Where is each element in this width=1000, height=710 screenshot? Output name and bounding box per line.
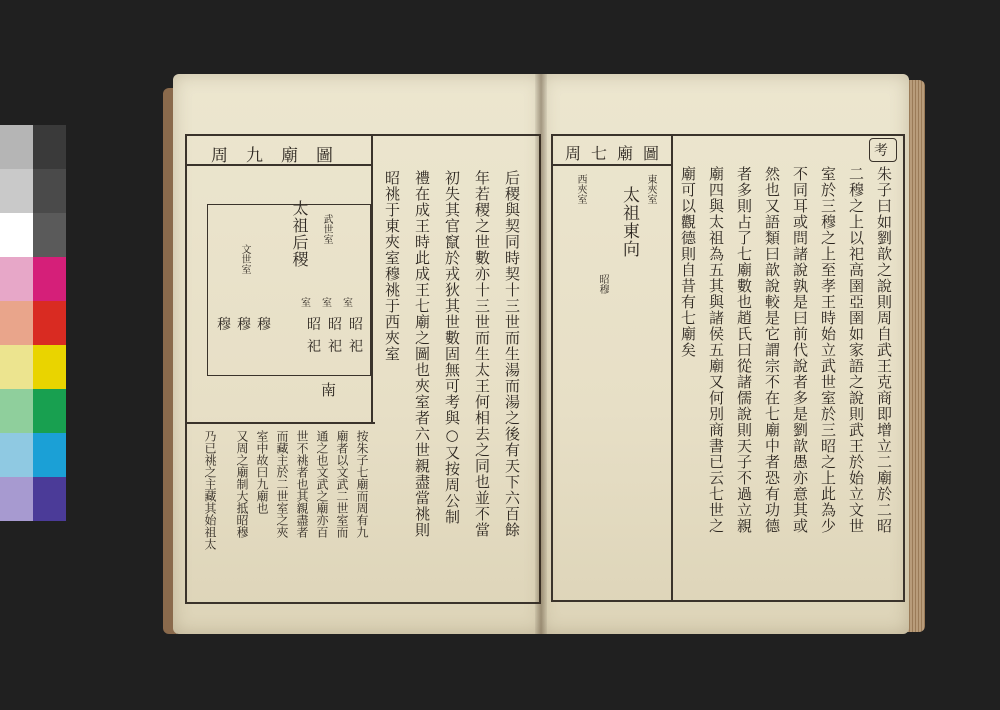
text-column: 然也又語類曰歆說較是它謂宗不在七廟中者恐有功德 — [763, 166, 781, 534]
text-column: 昭祧于東夾室穆祧于西夾室 — [383, 170, 401, 362]
color-calibration-strip — [0, 125, 66, 521]
text-column: 室於三穆之上至孝王時始立武世室於三昭之上此為少 — [819, 166, 837, 534]
note-column: 室中故曰九廟也 — [255, 430, 269, 514]
diagram-center-label: 太祖后稷 — [290, 200, 309, 268]
calibration-swatch — [33, 125, 66, 169]
calibration-swatch — [33, 389, 66, 433]
diagram-label-14: 室 — [322, 298, 332, 309]
title-rule — [551, 164, 673, 166]
diagram-label-11: 祀 — [328, 339, 342, 355]
diagram-label-6: 穆 — [217, 317, 231, 333]
calibration-swatch — [33, 301, 66, 345]
note-column: 乃已祧之主藏其始祖太 — [203, 430, 217, 550]
text-column: 朱子曰如劉歆之說則周自武王克商即增立二廟於二昭 — [875, 166, 893, 534]
diagram-label-3: 昭 — [349, 317, 363, 333]
calibration-swatch — [0, 301, 33, 345]
calibration-swatch — [33, 169, 66, 213]
diagram-title-left: 周九廟圖 — [211, 146, 351, 166]
diagram-label-12: 祀 — [307, 339, 321, 355]
book-fore-edge — [907, 80, 925, 632]
calibration-swatch — [0, 169, 33, 213]
diagram-label-zhaomu: 昭穆 — [597, 274, 608, 294]
diagram-divider — [671, 134, 673, 600]
text-column: 年若稷之世數亦十三世而生太王何相去之同也並不當 — [473, 170, 491, 538]
text-column: 不同耳或問諸說孰是曰前代說者多是劉歆愚亦意其或 — [791, 166, 809, 534]
open-book — [163, 74, 926, 640]
calibration-swatch — [0, 125, 33, 169]
text-column: 廟可以觀德則自昔有七廟矣 — [679, 166, 697, 358]
calibration-swatch — [0, 477, 33, 521]
diagram-south-label: 南 — [321, 381, 337, 399]
diagram-divider — [371, 134, 373, 424]
note-column: 世不祧者也其親盡者 — [295, 430, 309, 538]
diagram-label-10: 祀 — [349, 339, 363, 355]
annotation-marker-label: 考 — [874, 143, 888, 159]
book-gutter — [535, 74, 547, 634]
calibration-swatch — [33, 477, 66, 521]
calibration-swatch — [0, 257, 33, 301]
calibration-swatch — [0, 213, 33, 257]
calibration-swatch — [33, 257, 66, 301]
diagram-label-15: 室 — [301, 298, 311, 309]
diagram-label-5: 昭 — [307, 317, 321, 333]
calibration-swatch — [33, 345, 66, 389]
note-divider — [185, 422, 375, 424]
calibration-swatch — [33, 433, 66, 477]
diagram-label-7: 穆 — [237, 317, 251, 333]
note-column: 通之也文武之廟亦百 — [315, 430, 329, 538]
left-page — [173, 74, 543, 634]
calibration-swatch — [0, 345, 33, 389]
text-column: 后稷與契同時契十三世而生湯而湯之後有天下六百餘 — [503, 170, 521, 538]
diagram-label-east: 東夾室 — [645, 174, 656, 204]
diagram-label-4: 昭 — [328, 317, 342, 333]
note-column: 又周之廟制大抵昭穆 — [235, 430, 249, 538]
diagram-label-13: 室 — [343, 298, 353, 309]
text-column: 禮在成王時此成王七廟之圖也夾室者六世親盡當祧則 — [413, 170, 431, 538]
text-column: 者多則占了七廟數也趙氏曰從諸儒說則天子不過立親 — [735, 166, 753, 534]
right-page — [541, 74, 909, 634]
note-column: 廟者以文武二世室而 — [335, 430, 349, 538]
text-column: 初失其官竄於戎狄其世數固無可考與○又按周公制 — [443, 170, 461, 525]
diagram-title-right: 周七廟圖 — [565, 144, 670, 163]
diagram-label-1: 武世室 — [321, 214, 332, 244]
calibration-swatch — [0, 433, 33, 477]
text-column: 二穆之上以祀高圉亞圉如家語之說則武王於始立文世 — [847, 166, 865, 534]
diagram-label-8: 穆 — [257, 317, 271, 333]
diagram-label-2: 文世室 — [239, 244, 250, 274]
calibration-swatch — [33, 213, 66, 257]
note-column: 按朱子七廟而周有九 — [355, 430, 369, 538]
text-column: 廟四與太祖為五其與諸侯五廟又何別商書已云七世之 — [707, 166, 725, 534]
diagram-center-label: 太祖東向 — [619, 186, 639, 258]
calibration-swatch — [0, 389, 33, 433]
diagram-label-west: 西夾室 — [575, 174, 586, 204]
note-column: 而藏主於二世室之夾 — [275, 430, 289, 538]
nine-temple-diagram — [207, 204, 371, 376]
